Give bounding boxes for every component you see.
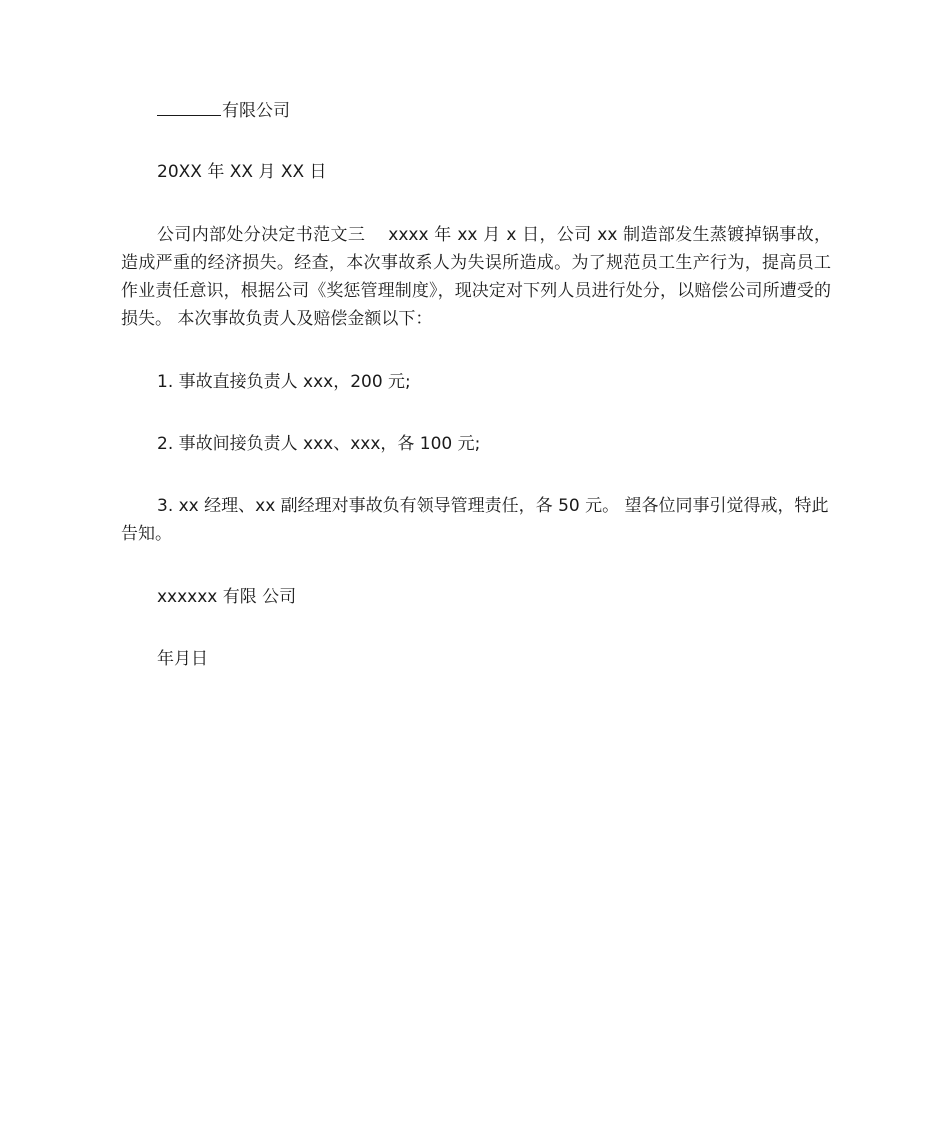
signature-date: 年月日 <box>157 649 208 669</box>
main-paragraph: 公司内部处分决定书范文三 xxxx 年 xx 月 x 日，公司 xx 制造部发生蒸镀掉锅事故，造成严重的经济损失。经查，本次事故系人为失误所造成。为了规范员工生产行为，提高员工作业责任意识，根据公司《奖惩管理制度》，现决定对下列人员进行处分，以赔偿公司所遭受的损失。 本次事故负责人及赔偿金额以下： <box>121 225 831 329</box>
list-item-3: 3. xx 经理、xx 副经理对事故负有领导管理责任，各 50 元。 望各位同事引觉得戒，特此告知。 <box>121 496 829 544</box>
date-line: 20XX 年 XX 月 XX 日 <box>157 162 327 182</box>
signature-company: xxxxxx 有限 公司 <box>157 587 297 607</box>
blank-underline <box>157 96 221 116</box>
company-line-suffix: 有限公司 <box>222 101 290 121</box>
list-item-2: 2. 事故间接负责人 xxx、xxx，各 100 元; <box>157 434 481 454</box>
company-line <box>121 96 831 125</box>
list-item-1: 1. 事故直接负责人 xxx，200 元; <box>157 372 411 392</box>
